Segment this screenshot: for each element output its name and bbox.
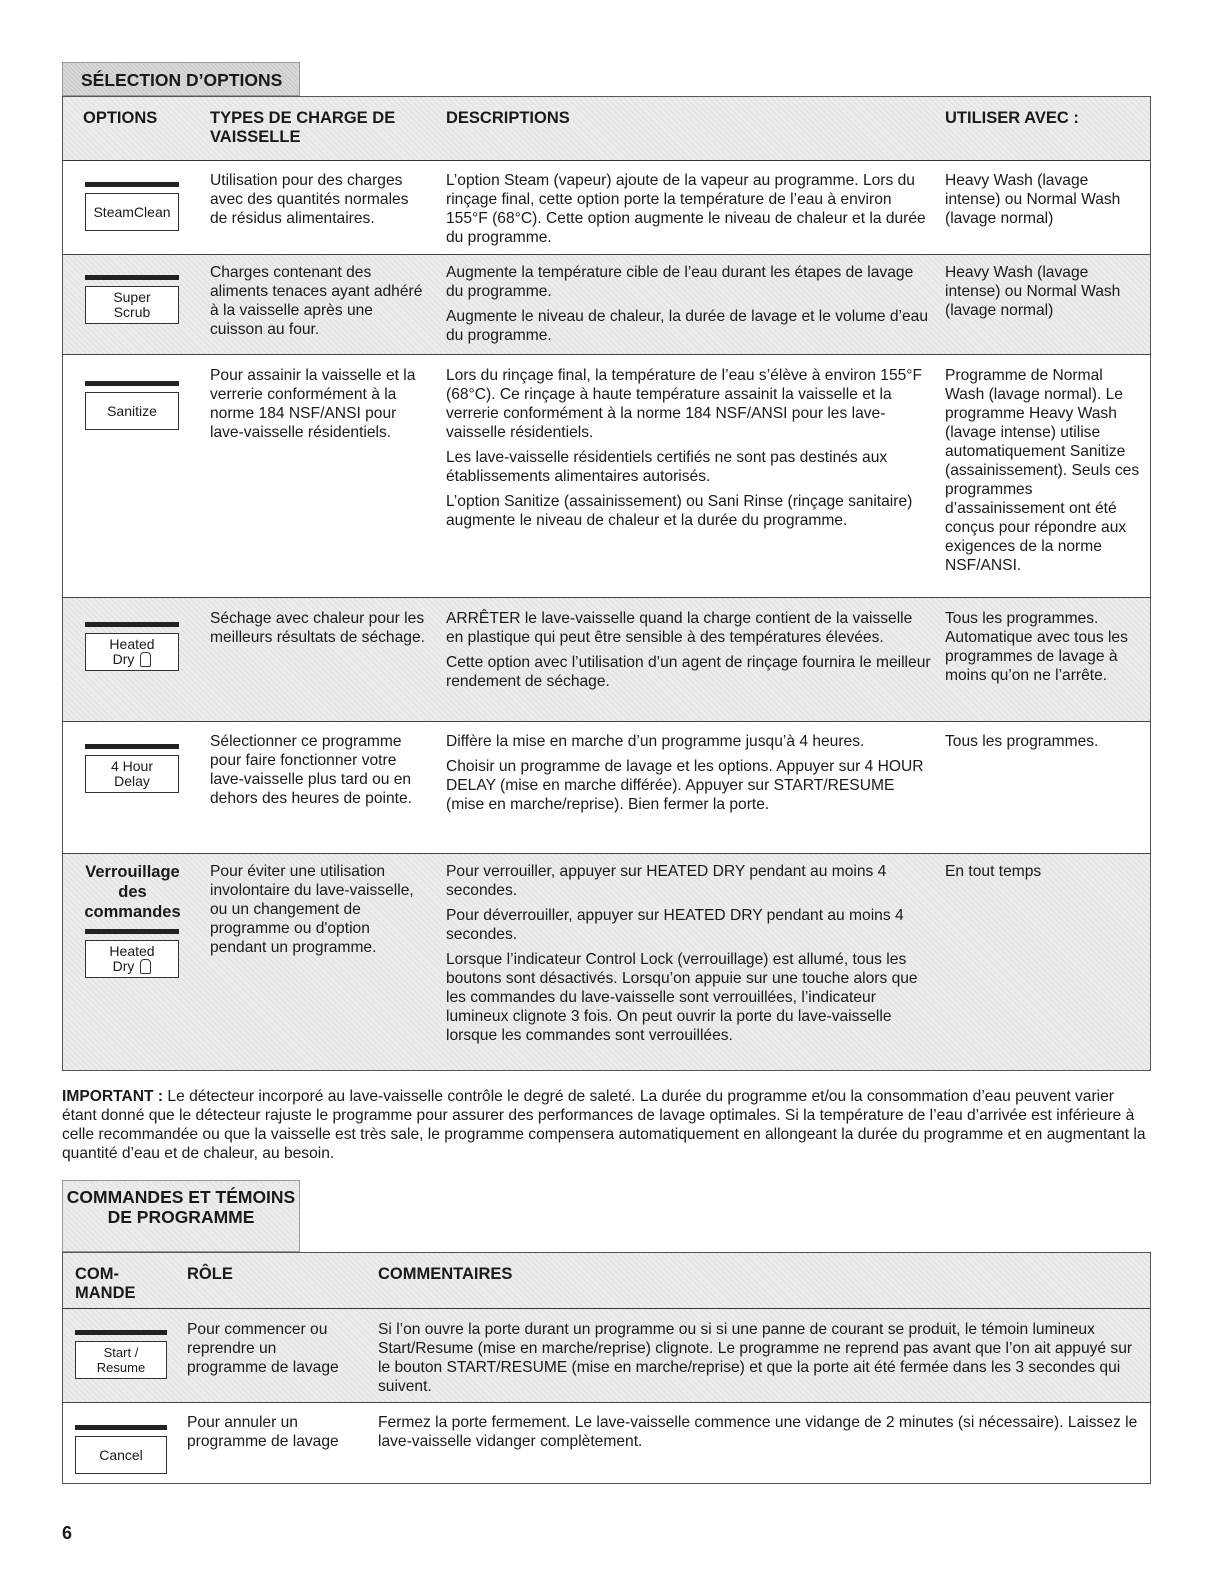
use-with-text: Heavy Wash (lavage intense) ou Normal Wash (lavage normal) [945,172,1121,227]
options-table [62,96,1151,1071]
use-with-text: Tous les programmes. [945,733,1099,750]
heated-dry-button-icon: Heated Dry [85,622,179,671]
header-options: OPTIONS [83,109,158,127]
header-role: RÔLE [187,1265,233,1283]
use-with-text: Tous les programmes. Automatique avec tous les programmes de lavage à moins qu’on ne l’arrête. [945,610,1128,684]
indicator-light-icon [140,652,151,667]
header-descriptions: DESCRIPTIONS [446,109,570,127]
section-title-commands: COMMANDES ET TÉMOINS DE PROGRAMME [62,1180,300,1252]
start-resume-button-icon: Start / Resume [75,1330,167,1379]
table-row [63,355,1150,598]
load-type-text: Séchage avec chaleur pour les meilleurs résultats de séchage. [210,610,425,646]
load-type-text: Sélectionner ce programme pour faire fonctionner votre lave-vaisselle plus tard ou en dehors des heures de pointe. [210,733,412,807]
super-scrub-button-icon: Super Scrub [85,275,179,324]
heated-dry-lock-button-icon: Heated Dry [85,929,179,978]
comment-text: Si l’on ouvre la porte durant un programme ou si si une panne de courant se produit, le témoin lumineux Start/Resume (mise en marche/reprise) clignote. Le programme ne reprend pas avant que l’on ait appuyé sur le bouton START/RESUME (mise en marche/reprise) et que la porte ait été fermée dans les 3 secondes qui suivent. [378,1321,1133,1395]
table-row [63,722,1150,854]
table-header [63,1253,1150,1309]
description-text: ARRÊTER le lave-vaisselle quand la charge contient de la vaisselle en plastique qui peut être sensible à des températures élevées. Cette option avec l’utilisation d’un agent de rinçage fournira le meilleur rendement de séchage. [446,610,931,690]
table-row [63,161,1150,255]
sanitize-button-icon: Sanitize [85,381,179,430]
use-with-text: Heavy Wash (lavage intense) ou Normal Wash (lavage normal) [945,264,1121,319]
page-number: 6 [62,1523,73,1543]
description-text: Lors du rinçage final, la température de l’eau s’élève à environ 155°F (68°C). Ce rinçage à haute température assainit la vaisselle et la verrerie conformément à la norme 184 NSF/ANSI pour les lave-vaisselle résidentiels. Les lave-vaisselle résidentiels certifiés ne sont pas destinés aux établissements alimentaires autorisés. L’option Sanitize (assainissement) ou Sani Rinse (rinçage sanitaire) augmente le niveau de chaleur et la durée du programme. [446,367,923,529]
load-type-text: Utilisation pour des charges avec des quantités normales de résidus alimentaires. [210,172,409,227]
load-type-text: Charges contenant des aliments tenaces ayant adhéré à la vaisselle après une cuisson au four. [210,264,423,338]
cancel-button-icon: Cancel [75,1425,167,1474]
load-type-text: Pour assainir la vaisselle et la verrerie conformément à la norme 184 NSF/ANSI pour lave-vaisselle résidentiels. [210,367,416,441]
steamclean-button-icon: SteamClean [85,182,179,231]
section-title-options: SÉLECTION D’OPTIONS [62,62,300,96]
control-lock-label: Verrouillage des commandes [84,863,181,921]
use-with-text: En tout temps [945,863,1042,880]
description-text: L’option Steam (vapeur) ajoute de la vapeur au programme. Lors du rinçage final, cette option porte la température de l’eau à environ 155°F (68°C). Cette option augmente le niveau de chaleur et la durée du programme. [446,172,926,246]
role-text: Pour commencer ou reprendre un programme de lavage [187,1321,339,1376]
comment-text: Fermez la porte fermement. Le lave-vaisselle commence une vidange de 2 minutes (si nécessaire). Laissez le lave-vaisselle vidanger complètement. [378,1414,1138,1450]
header-load-types: TYPES DE CHARGE DE VAISSELLE [210,109,396,146]
header-comments: COMMENTAIRES [378,1265,513,1283]
table-row [63,1403,1150,1483]
description-text: Pour verrouiller, appuyer sur HEATED DRY pendant au moins 4 secondes. Pour déverrouiller, appuyer sur HEATED DRY pendant au moins 4 secondes. Lorsque l’indicateur Control Lock (verrouillage) est allumé, tous les boutons sont désactivés. Lorsqu’on appuie sur une touche alors que les commandes du lave-vaisselle sont verrouillées, l’indicateur lumineux clignote 3 fois. On peut ouvrir la porte du lave-vaisselle lorsque les commandes sont verrouillées. [446,863,918,1044]
indicator-light-icon [140,959,151,974]
load-type-text: Pour éviter une utilisation involontaire du lave-vaisselle, ou un changement de programme ou d'option pendant un programme. [210,863,414,956]
table-header [63,97,1150,161]
header-use-with: UTILISER AVEC : [945,109,1079,127]
important-note [62,1087,1151,1163]
use-with-text: Programme de Normal Wash (lavage normal). Le programme Heavy Wash (lavage intense) utilise automatiquement Sanitize (assainissement). Seuls ces programmes d’assainissement ont été conçus pour répondre aux exigences de la norme NSF/ANSI. [945,367,1140,574]
delay-button-icon: 4 Hour Delay [85,744,179,793]
description-text: Diffère la mise en marche d’un programme jusqu’à 4 heures. Choisir un programme de lavage et les options. Appuyer sur 4 HOUR DELAY (mise en marche différée). Appuyer sur START/RESUME (mise en marche/reprise). Bien fermer la porte. [446,733,924,813]
commands-table [62,1252,1151,1484]
role-text: Pour annuler un programme de lavage [187,1414,339,1450]
important-text: Le détecteur incorporé au lave-vaisselle contrôle le degré de saleté. La durée du programme et/ou la consommation d’eau peuvent varier étant donné que le détecteur rajuste le programme pour assurer des performances de lavage optimales. Si la température de l’eau d’arrivée est inférieure à celle recommandée ou que la vaisselle est très sale, le programme compensera automatiquement en allongeant la durée du programme et en augmentant la quantité d’eau et de chaleur, au besoin. [62,1088,1146,1162]
important-label: IMPORTANT : [62,1088,164,1105]
header-command: COM-MANDE [75,1265,136,1302]
table-row [63,1309,1150,1403]
table-row [63,854,1150,1070]
table-row [63,598,1150,722]
description-text: Augmente la température cible de l’eau durant les étapes de lavage du programme. Augmente le niveau de chaleur, la durée de lavage et le volume d’eau du programme. [446,264,929,344]
table-row [63,255,1150,355]
